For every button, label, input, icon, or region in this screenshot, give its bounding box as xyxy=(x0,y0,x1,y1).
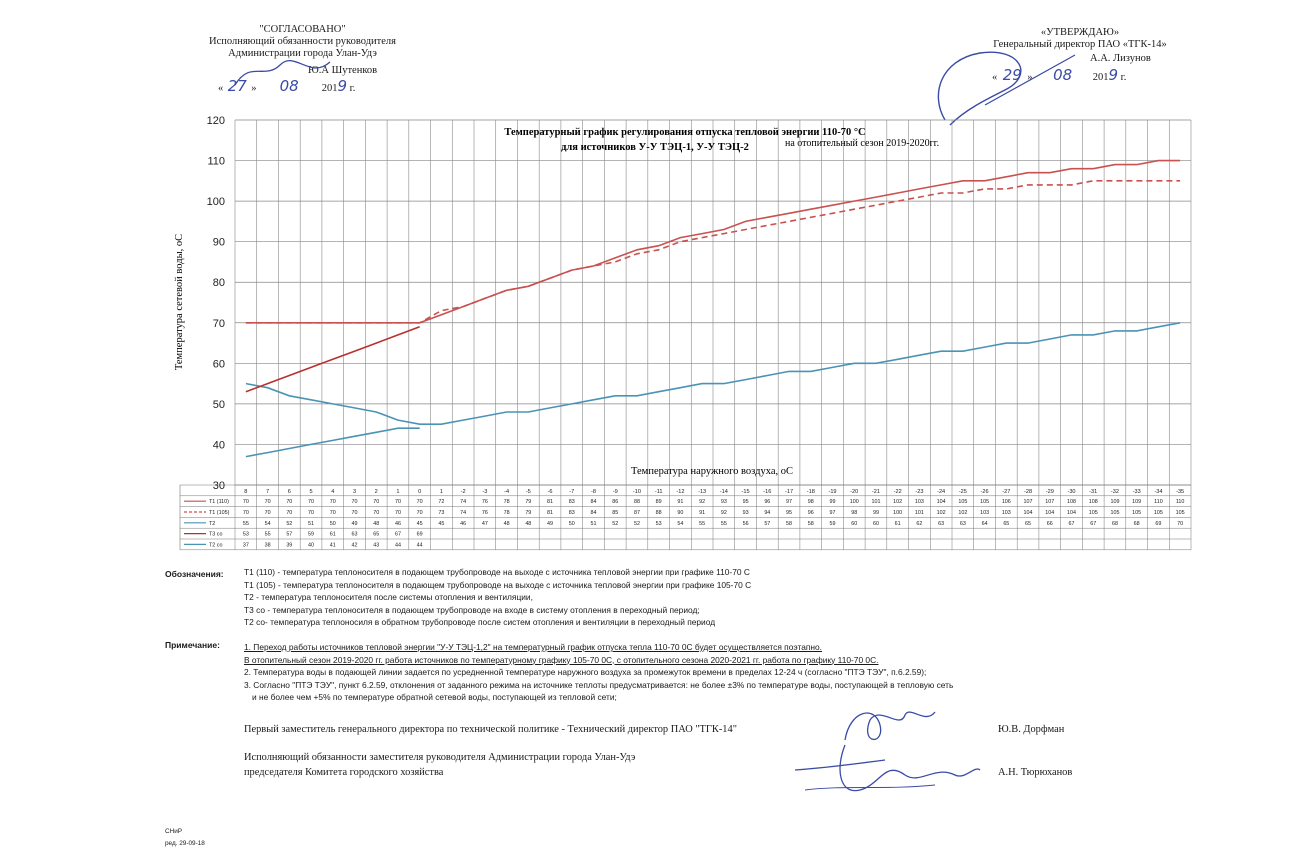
chart-title-line2a: для источников У-У ТЭЦ-1, У-У ТЭЦ-2 xyxy=(561,142,749,153)
data-label: 103 xyxy=(980,510,990,516)
data-label: 60 xyxy=(872,520,879,527)
data-label: 105 xyxy=(1088,510,1098,516)
data-label: 59 xyxy=(308,531,315,538)
data-label: 52 xyxy=(286,520,293,527)
data-label: 63 xyxy=(959,520,966,527)
data-label: 106 xyxy=(1001,499,1011,506)
chart-title-line1: Температурный график регулирования отпуска тепловой энергии 110-70 °С xyxy=(504,127,866,138)
data-label: 76 xyxy=(481,499,488,506)
data-label: 43 xyxy=(373,542,380,549)
data-label: 104 xyxy=(1023,510,1033,516)
data-label: 48 xyxy=(373,520,380,527)
data-label: 101 xyxy=(914,510,924,516)
data-label: 108 xyxy=(1067,499,1076,506)
x-tick-label: -17 xyxy=(784,488,794,495)
data-label: 57 xyxy=(764,520,771,527)
data-label: 98 xyxy=(807,499,814,506)
x-tick-label: -32 xyxy=(1110,488,1120,495)
data-label: 53 xyxy=(242,531,249,538)
chart-title-line2b: на отопительный сезон 2019-2020гг. xyxy=(785,138,940,149)
approval-right-date: « 29 » 08 2019 г. xyxy=(992,66,1127,84)
data-label: 93 xyxy=(742,510,749,516)
data-label: 91 xyxy=(699,510,706,516)
series-name-label: Т2 со xyxy=(209,542,223,549)
data-label: 96 xyxy=(807,510,814,516)
data-label: 70 xyxy=(351,510,358,516)
data-label: 68 xyxy=(1133,520,1140,527)
x-tick-label: -12 xyxy=(676,488,685,495)
data-label: 95 xyxy=(742,499,749,506)
y-tick-label: 90 xyxy=(212,236,225,249)
data-label: 70 xyxy=(264,510,271,516)
x-tick-label: 8 xyxy=(244,488,248,495)
data-label: 83 xyxy=(568,499,575,506)
data-label: 105 xyxy=(1153,510,1163,516)
data-label: 58 xyxy=(786,520,793,527)
data-label: 84 xyxy=(590,510,597,516)
data-label: 70 xyxy=(242,499,249,506)
note-line: 1. Переход работы источников тепловой энергии "У-У ТЭЦ-1,2" на температурный график отпуска тепла 110-70 0С будет осуществляется поэтапно. xyxy=(244,642,823,652)
data-label: 70 xyxy=(416,510,423,516)
series-name-label: Т3 со xyxy=(209,531,223,538)
x-tick-label: -34 xyxy=(1154,488,1163,495)
approval-left-name: Ю.А Шутенков xyxy=(308,65,378,76)
data-label: 70 xyxy=(286,499,293,506)
data-label: 45 xyxy=(438,520,445,527)
data-label: 62 xyxy=(916,520,923,527)
data-label: 39 xyxy=(286,542,293,549)
data-label: 79 xyxy=(525,499,532,506)
data-label: 51 xyxy=(308,520,315,527)
data-label: 63 xyxy=(938,520,945,527)
data-label: 108 xyxy=(1088,499,1098,506)
x-tick-label: -3 xyxy=(482,488,488,495)
data-label: 98 xyxy=(851,510,858,516)
approval-left-year-hand: 9 xyxy=(337,77,348,95)
x-tick-label: 0 xyxy=(418,488,422,495)
approval-right-title: «УТВЕРЖДАЮ» xyxy=(1040,27,1120,38)
y-tick-label: 70 xyxy=(212,317,225,330)
data-label: 67 xyxy=(1068,520,1075,527)
data-label: 70 xyxy=(1177,520,1184,527)
data-label: 57 xyxy=(286,531,293,538)
data-label: 105 xyxy=(1175,510,1185,516)
data-label: 96 xyxy=(764,499,771,506)
signature-second-line2: председателя Комитета городского хозяйства xyxy=(244,767,444,778)
y-tick-label: 110 xyxy=(207,155,225,168)
data-label: 109 xyxy=(1110,499,1120,506)
y-axis-label: Температура сетевой воды, оС xyxy=(174,233,185,371)
data-label: 105 xyxy=(958,499,968,506)
data-label: 37 xyxy=(242,542,249,549)
data-label: 51 xyxy=(590,520,597,527)
x-tick-label: -26 xyxy=(980,488,989,495)
x-tick-label: -8 xyxy=(591,488,596,495)
data-label: 102 xyxy=(958,510,968,516)
approval-right-date-month: 08 xyxy=(1053,66,1073,84)
data-label: 52 xyxy=(633,520,640,527)
x-tick-label: -35 xyxy=(1176,488,1185,495)
data-label: 99 xyxy=(872,510,879,516)
data-label: 50 xyxy=(568,520,575,527)
data-label: 46 xyxy=(394,520,401,527)
data-label: 104 xyxy=(1045,510,1055,516)
data-label: 70 xyxy=(264,499,271,506)
data-label: 55 xyxy=(720,520,727,527)
approval-left-year-suffix: г. xyxy=(349,83,356,94)
x-tick-label: -21 xyxy=(871,488,881,495)
x-tick-label: 1 xyxy=(439,488,443,495)
legend-list xyxy=(244,566,751,629)
legend-item: Т2 со- температура теплоносиля в обратном трубопроводе после систем отопления и вентиляции в переходный период xyxy=(244,617,716,627)
data-label: 59 xyxy=(829,520,836,527)
data-label: 65 xyxy=(1025,520,1032,527)
y-tick-label: 50 xyxy=(212,398,225,411)
data-label: 105 xyxy=(1110,510,1120,516)
data-label: 103 xyxy=(1001,510,1011,516)
x-tick-label: -2 xyxy=(460,488,466,495)
data-label: 65 xyxy=(373,531,380,538)
x-tick-label: -31 xyxy=(1089,488,1098,495)
data-label: 81 xyxy=(547,510,554,516)
data-label: 78 xyxy=(503,499,510,506)
approval-left-year-prefix: 201 xyxy=(321,83,338,94)
data-label: 101 xyxy=(871,499,881,506)
data-label: 100 xyxy=(893,510,903,516)
data-label: 107 xyxy=(1045,499,1055,506)
data-label: 49 xyxy=(351,520,358,527)
data-label: 44 xyxy=(416,542,423,549)
data-label: 88 xyxy=(655,510,662,516)
x-tick-label: -13 xyxy=(698,488,707,495)
data-label: 74 xyxy=(460,510,467,516)
x-tick-label: -5 xyxy=(525,488,531,495)
data-label: 61 xyxy=(329,531,336,538)
signature-second-line1: Исполняющий обязанности заместителя руководителя Администрации города Улан-Удэ xyxy=(244,752,636,763)
series-name-label: Т1 (110) xyxy=(209,499,229,506)
data-label: 69 xyxy=(1155,520,1162,527)
legend-item: Т1 (105) - температура теплоносителя в подающем трубопроводе на выходе с источника тепловой энергии при графике 105-70 С xyxy=(244,579,752,590)
x-tick-label: -22 xyxy=(893,488,902,495)
data-label: 49 xyxy=(547,520,554,527)
data-label: 66 xyxy=(1046,520,1053,527)
data-label: 55 xyxy=(264,531,271,538)
data-label: 38 xyxy=(264,542,271,549)
legend-item: Т1 (110) - температура теплоносителя в подающем трубопроводе на выходе с источника тепловой энергии при графике 110-70 С xyxy=(244,567,750,577)
y-tick-label: 40 xyxy=(212,439,225,452)
x-tick-label: 4 xyxy=(331,488,335,495)
data-label: 54 xyxy=(264,520,271,527)
note-line: В отопительный сезон 2019-2020 гг. работа источников по температурному графику 105-70 0С, с отопительного сезона 2020-2021 гг. работа по графику 110-70 0С. xyxy=(244,654,879,665)
approval-left-date: « 27 » 08 2019 г. xyxy=(218,77,356,95)
legend-item: Т2 - температура теплоносителя после системы отопления и вентиляции, xyxy=(244,592,533,602)
data-label: 95 xyxy=(786,510,793,516)
data-label: 52 xyxy=(612,520,619,527)
data-label: 56 xyxy=(742,520,749,527)
data-label: 50 xyxy=(329,520,336,527)
x-tick-label: -33 xyxy=(1132,488,1141,495)
data-label: 54 xyxy=(677,520,684,527)
signature-first-title: Первый заместитель генерального директора по технической политике - Технический директор ПАО "ТГК-14" xyxy=(244,724,737,735)
approval-right-line1: Генеральный директор ПАО «ТГК-14» xyxy=(993,39,1167,50)
legend-heading: Обозначения: xyxy=(165,569,224,579)
data-label: 70 xyxy=(416,499,423,506)
data-label: 60 xyxy=(851,520,858,527)
series-name-label: Т2 xyxy=(209,520,216,527)
x-tick-label: -4 xyxy=(504,488,510,495)
y-tick-label: 60 xyxy=(212,358,225,371)
data-label: 104 xyxy=(1067,510,1076,516)
data-label: 45 xyxy=(416,520,423,527)
data-label: 105 xyxy=(1132,510,1142,516)
y-tick-label: 80 xyxy=(212,277,225,290)
data-label: 69 xyxy=(416,531,423,538)
data-label: 104 xyxy=(936,499,946,506)
data-label: 107 xyxy=(1023,499,1033,506)
data-label: 70 xyxy=(373,499,380,506)
approval-left-line2: Администрации города Улан-Удэ xyxy=(228,48,377,59)
data-label: 70 xyxy=(394,499,401,506)
data-label: 76 xyxy=(481,510,488,516)
data-label: 83 xyxy=(568,510,575,516)
data-label: 87 xyxy=(633,510,640,516)
x-tick-label: -16 xyxy=(763,488,772,495)
data-label: 78 xyxy=(503,510,510,516)
data-label: 105 xyxy=(980,499,990,506)
footer-date: ред. 29-09-18 xyxy=(165,840,205,847)
approval-left-title: "СОГЛАСОВАНО" xyxy=(259,24,346,35)
data-label: 70 xyxy=(308,499,315,506)
data-label: 70 xyxy=(329,510,336,516)
x-tick-label: -25 xyxy=(958,488,967,495)
approval-right-year-hand: 9 xyxy=(1108,66,1119,84)
data-label: 102 xyxy=(893,499,903,506)
x-tick-label: -19 xyxy=(828,488,837,495)
x-tick-label: -30 xyxy=(1067,488,1076,495)
y-tick-label: 100 xyxy=(206,196,225,209)
data-label: 70 xyxy=(286,510,293,516)
y-tick-label: 30 xyxy=(212,480,225,492)
data-label: 90 xyxy=(677,510,684,516)
data-label: 61 xyxy=(894,520,901,527)
series-name-label: Т1 (105) xyxy=(209,510,230,516)
data-label: 91 xyxy=(677,499,684,506)
y-tick-label: 120 xyxy=(206,115,225,127)
data-label: 94 xyxy=(764,510,771,516)
approval-right-year-prefix: 201 xyxy=(1092,72,1109,83)
series-line xyxy=(246,428,420,456)
data-label: 74 xyxy=(460,499,467,506)
data-label: 70 xyxy=(394,510,401,516)
x-tick-label: 3 xyxy=(352,488,357,495)
data-label: 70 xyxy=(329,499,336,506)
x-tick-label: -27 xyxy=(1002,488,1011,495)
x-tick-label: -18 xyxy=(806,488,815,495)
data-label: 70 xyxy=(373,510,380,516)
data-label: 64 xyxy=(981,520,988,527)
data-label: 70 xyxy=(308,510,315,516)
data-label: 55 xyxy=(242,520,249,527)
legend-item: Т3 со - температура теплоносителя в подающем трубопроводе на входе в систему отопления в переходный период; xyxy=(244,604,700,615)
data-label: 102 xyxy=(936,510,946,516)
approval-left-line1: Исполняющий обязанности руководителя xyxy=(209,36,396,47)
data-label: 103 xyxy=(914,499,924,506)
x-tick-label: -23 xyxy=(915,488,924,495)
x-tick-label: 6 xyxy=(287,488,291,495)
data-label: 81 xyxy=(547,499,554,506)
x-axis-label: Температура наружного воздуха, оС xyxy=(631,466,793,477)
data-label: 110 xyxy=(1154,499,1163,506)
data-label: 70 xyxy=(351,499,358,506)
note-line: 3. Согласно "ПТЭ ТЭУ", пункт 6.2.59, отклонения от заданного режима на источнике теплоты предусматривается: не более ±3% по температуре воды, поступающей в тепловую сеть xyxy=(244,679,954,690)
footer-code: СНиР xyxy=(165,828,183,835)
data-label: 70 xyxy=(242,510,249,516)
approval-right-year-suffix: г. xyxy=(1120,72,1127,83)
data-label: 58 xyxy=(807,520,814,527)
data-label: 99 xyxy=(829,499,836,506)
data-label: 53 xyxy=(655,520,662,527)
signature-first-name: Ю.В. Дорфман xyxy=(998,724,1065,735)
data-label: 92 xyxy=(720,510,727,516)
data-label: 86 xyxy=(612,499,619,506)
data-label: 97 xyxy=(829,510,836,516)
x-tick-label: -11 xyxy=(654,488,663,495)
data-label: 44 xyxy=(394,542,401,549)
x-tick-label: -24 xyxy=(937,488,946,495)
x-tick-label: 2 xyxy=(374,488,378,495)
data-label: 48 xyxy=(525,520,532,527)
x-tick-label: -6 xyxy=(547,488,553,495)
x-tick-label: -20 xyxy=(850,488,859,495)
data-label: 109 xyxy=(1132,499,1142,506)
signature-second-name: А.Н. Тюрюханов xyxy=(998,767,1073,778)
data-label: 88 xyxy=(633,499,640,506)
data-label: 65 xyxy=(1003,520,1010,527)
data-label: 42 xyxy=(351,542,358,549)
data-label: 79 xyxy=(525,510,532,516)
x-tick-label: 5 xyxy=(309,488,313,495)
data-label: 110 xyxy=(1175,499,1185,506)
data-label: 68 xyxy=(1111,520,1118,527)
data-label: 92 xyxy=(699,499,706,506)
x-tick-label: 7 xyxy=(266,488,270,495)
x-tick-label: -10 xyxy=(632,488,642,495)
note-line: и не более чем +5% по температуре обратной сетевой воды, поступающей из тепловой сети; xyxy=(252,692,617,702)
note-line: 2. Температура воды в подающей линии задается по усредненной температуре наружного воздуха за промежуток времени в пределах 12-24 ч (согласно "ПТЭ ТЭУ", п.6.2.59); xyxy=(244,667,927,677)
data-label: 85 xyxy=(612,510,619,516)
data-label: 84 xyxy=(590,499,597,506)
notes-heading: Примечание: xyxy=(165,640,220,650)
approval-left-date-day: 27 xyxy=(227,77,247,95)
approval-left-date-month: 08 xyxy=(279,77,299,95)
data-label: 47 xyxy=(481,520,488,527)
x-tick-label: 1 xyxy=(396,488,400,495)
data-label: 41 xyxy=(329,542,336,549)
data-label: 48 xyxy=(503,520,510,527)
data-label: 97 xyxy=(786,499,793,506)
data-label: 72 xyxy=(438,499,445,506)
x-tick-label: -14 xyxy=(719,488,728,495)
x-tick-label: -7 xyxy=(569,488,575,495)
notes-body xyxy=(244,641,1244,704)
x-tick-label: -29 xyxy=(1045,488,1054,495)
data-label: 55 xyxy=(699,520,706,527)
data-label: 67 xyxy=(1090,520,1097,527)
approval-right-date-day: 29 xyxy=(1002,66,1022,84)
x-tick-label: -28 xyxy=(1023,488,1033,495)
approval-right-name: А.А. Лизунов xyxy=(1090,53,1151,64)
data-label: 93 xyxy=(720,499,727,506)
data-label: 89 xyxy=(655,499,662,506)
data-label: 100 xyxy=(849,499,859,506)
series-line xyxy=(246,327,420,392)
data-label: 73 xyxy=(438,510,445,516)
data-label: 67 xyxy=(394,531,401,538)
x-tick-label: -15 xyxy=(741,488,750,495)
data-label: 40 xyxy=(308,542,315,549)
data-label: 46 xyxy=(460,520,467,527)
data-label: 63 xyxy=(351,531,358,538)
x-tick-label: -9 xyxy=(612,488,618,495)
